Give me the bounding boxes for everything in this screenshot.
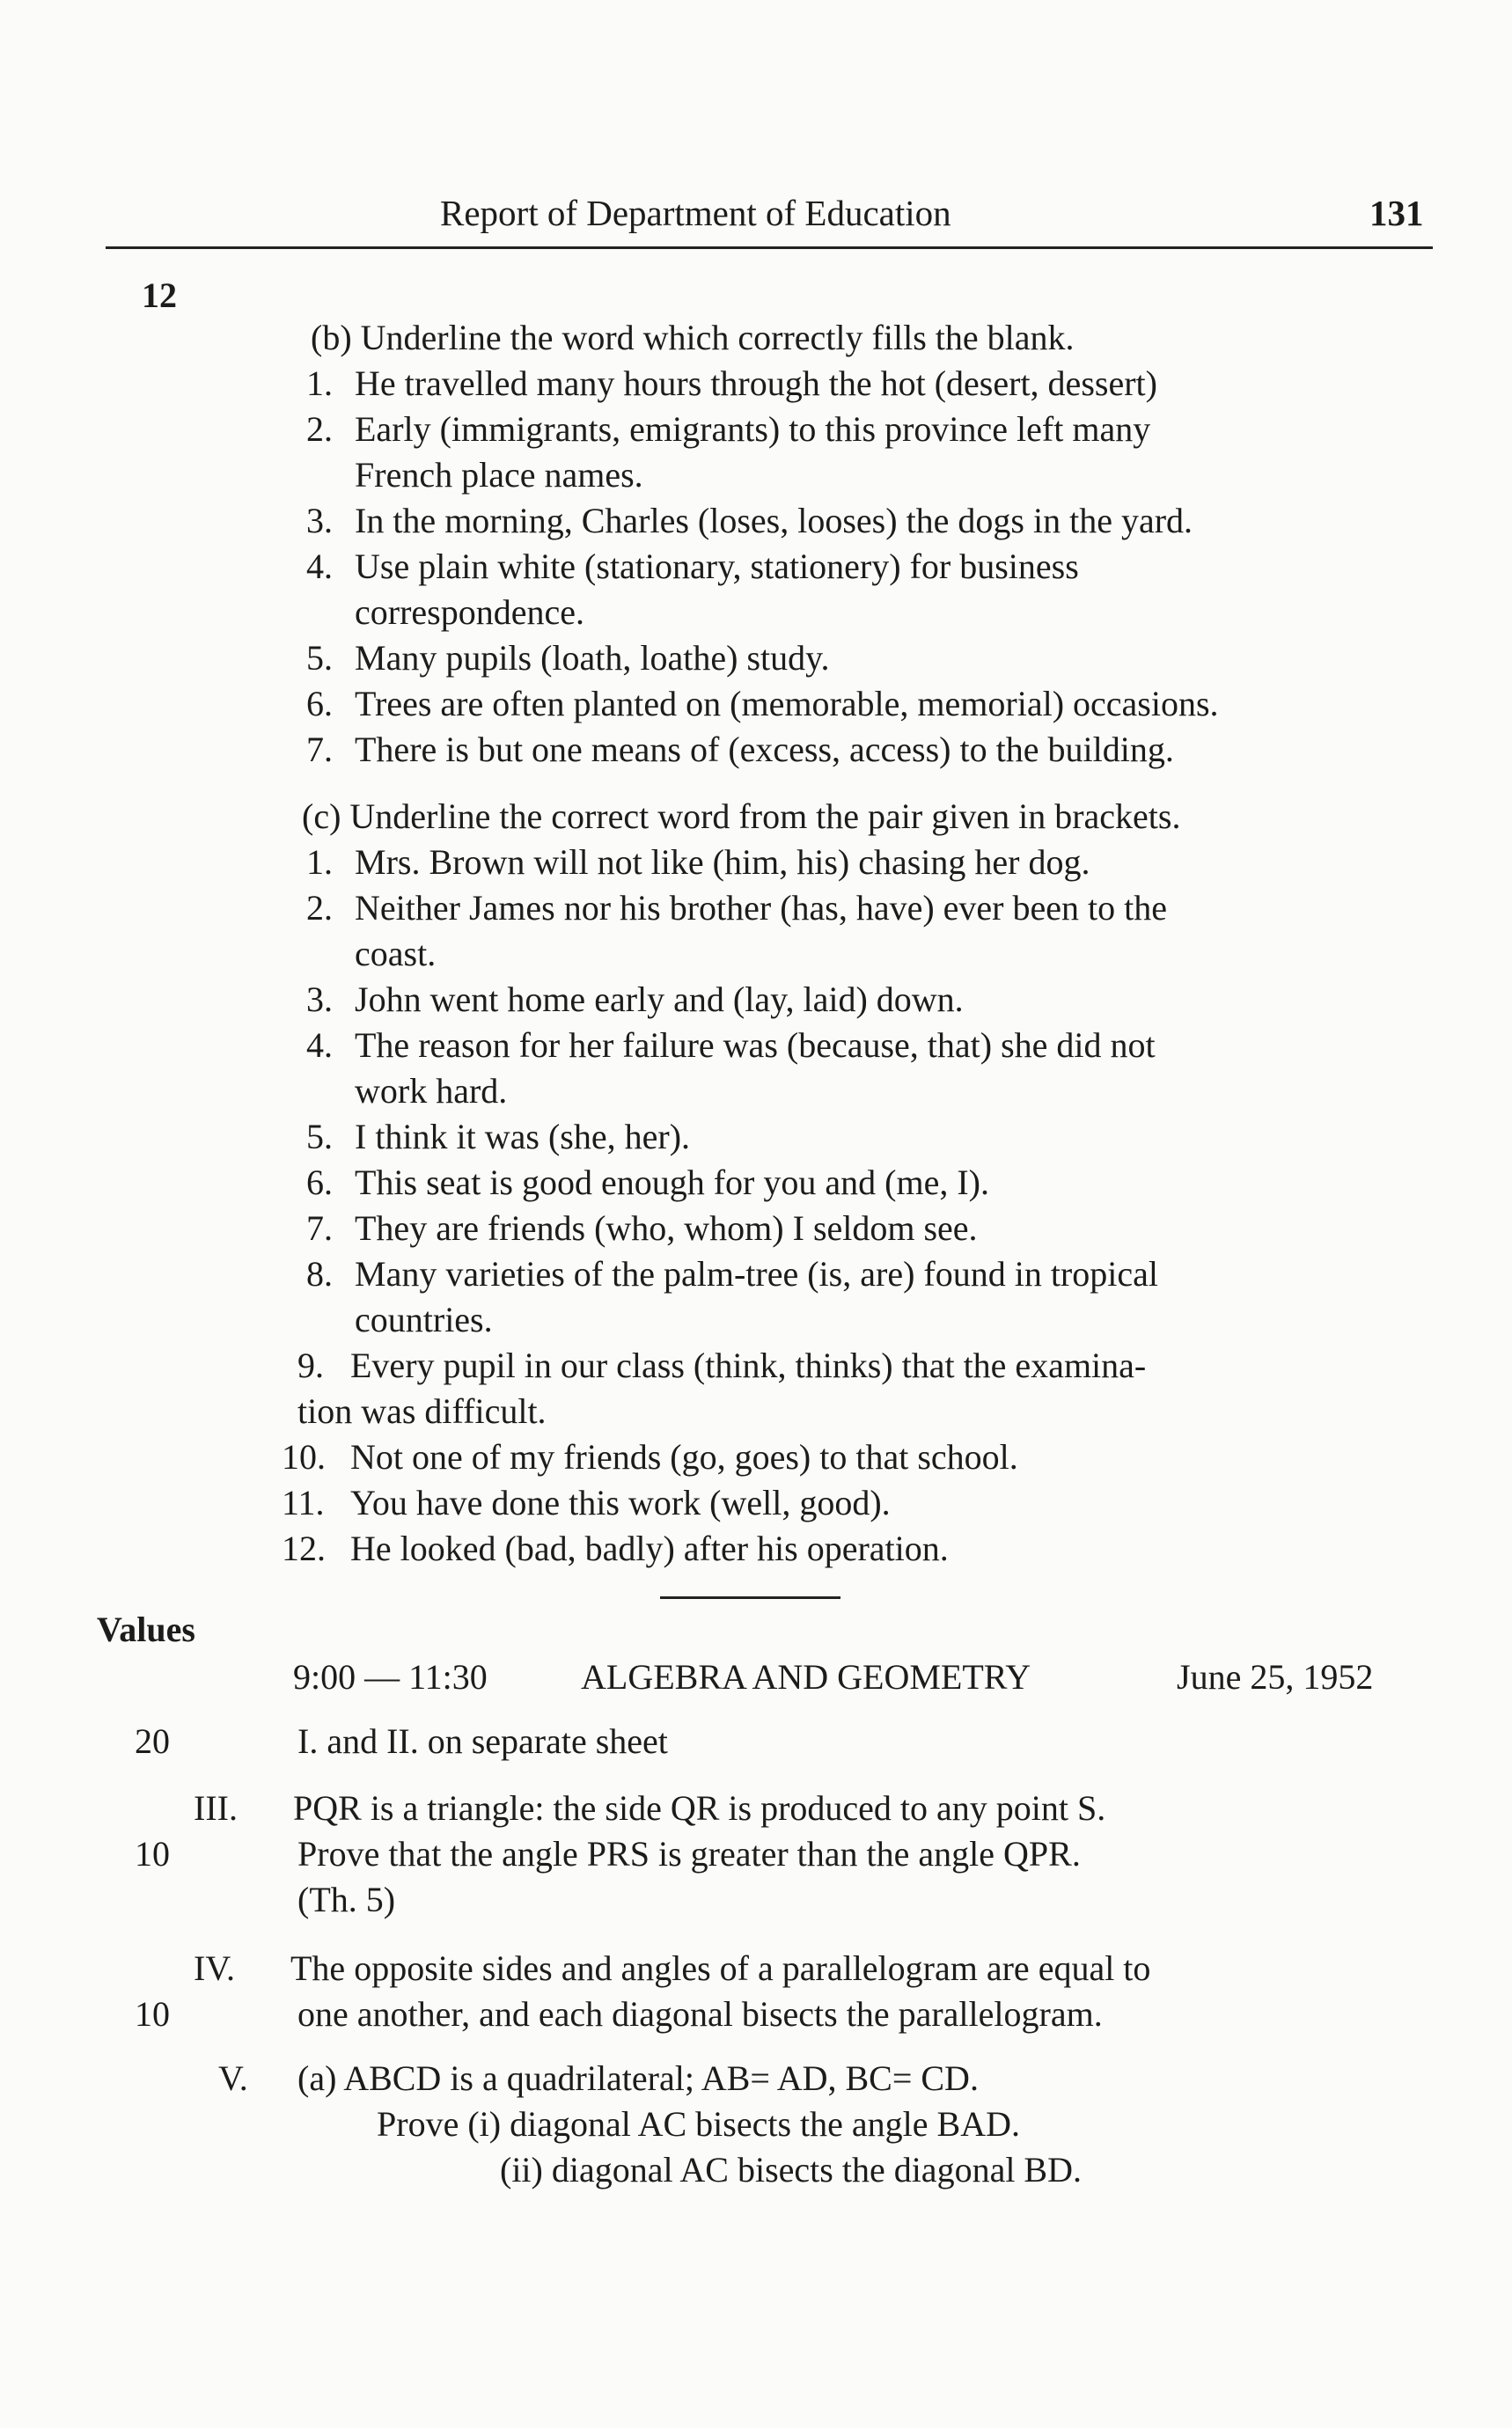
- part-c-instruction: (c) Underline the correct word from the pair given in brackets.: [302, 796, 1181, 836]
- list-item: Neither James nor his brother (has, have) ever been to the: [355, 888, 1167, 928]
- question-numeral: IV.: [194, 1948, 236, 1988]
- question-text: (Th. 5): [297, 1880, 396, 1919]
- question-text: (ii) diagonal AC bisects the diagonal BD.: [500, 2150, 1082, 2190]
- list-item: Mrs. Brown will not like (him, his) chasing her dog.: [355, 842, 1090, 882]
- list-item: You have done this work (well, good).: [350, 1483, 891, 1522]
- list-item: He looked (bad, badly) after his operation.: [350, 1529, 949, 1568]
- section-separator: [660, 1596, 840, 1599]
- list-item-continuation: correspondence.: [355, 592, 584, 632]
- list-number: 2.: [306, 409, 333, 449]
- question-value: 10: [135, 1834, 170, 1874]
- list-number: 7.: [306, 730, 333, 769]
- list-number: 5.: [306, 1117, 333, 1156]
- question-value: 10: [135, 1994, 170, 2034]
- question-text: PQR is a triangle: the side QR is produced to any point S.: [293, 1788, 1106, 1828]
- list-item: Many varieties of the palm-tree (is, are) found in tropical: [355, 1254, 1158, 1294]
- list-item: This seat is good enough for you and (me, I).: [355, 1163, 989, 1202]
- question-value: 20: [135, 1721, 170, 1761]
- list-item: Early (immigrants, emigrants) to this province left many: [355, 409, 1151, 449]
- question-text: I. and II. on separate sheet: [297, 1721, 668, 1761]
- values-label: Values: [97, 1610, 195, 1649]
- question-text: Prove (i) diagonal AC bisects the angle BAD.: [377, 2104, 1020, 2144]
- list-number: 7.: [306, 1208, 333, 1248]
- question-numeral: III.: [194, 1788, 238, 1828]
- list-item: There is but one means of (excess, access) to the building.: [355, 730, 1174, 769]
- question-text: Prove that the angle PRS is greater than the angle QPR.: [297, 1834, 1081, 1874]
- list-number: 1.: [306, 842, 333, 882]
- list-item: Trees are often planted on (memorable, memorial) occasions.: [355, 684, 1219, 723]
- question-text: (a) ABCD is a quadrilateral; AB= AD, BC= CD.: [297, 2058, 979, 2098]
- question-text: one another, and each diagonal bisects the parallelogram.: [297, 1994, 1103, 2034]
- list-item: Every pupil in our class (think, thinks) that the examina-: [350, 1346, 1147, 1385]
- list-item: The reason for her failure was (because, that) she did not: [355, 1025, 1156, 1065]
- question-text: The opposite sides and angles of a parallelogram are equal to: [290, 1948, 1151, 1988]
- list-item: John went home early and (lay, laid) down.: [355, 979, 964, 1019]
- list-item: Use plain white (stationary, stationery) for business: [355, 546, 1079, 586]
- running-header-title: Report of Department of Education: [440, 193, 951, 233]
- list-item: Not one of my friends (go, goes) to that school.: [350, 1437, 1018, 1477]
- page-number: 131: [1369, 193, 1424, 233]
- question-value: 12: [142, 275, 177, 315]
- list-item: I think it was (she, her).: [355, 1117, 691, 1156]
- exam-subject: ALGEBRA AND GEOMETRY: [581, 1657, 1031, 1697]
- list-number: 11.: [282, 1483, 325, 1522]
- list-item: In the morning, Charles (loses, looses) the dogs in the yard.: [355, 501, 1193, 540]
- list-item-continuation: countries.: [355, 1300, 493, 1339]
- exam-time: 9:00 — 11:30: [293, 1657, 488, 1697]
- list-number: 9.: [297, 1346, 324, 1385]
- list-number: 3.: [306, 501, 333, 540]
- list-number: 6.: [306, 684, 333, 723]
- header-rule: [106, 246, 1433, 249]
- list-item-continuation: tion was difficult.: [297, 1391, 547, 1431]
- list-item: They are friends (who, whom) I seldom see.: [355, 1208, 978, 1248]
- list-number: 3.: [306, 979, 333, 1019]
- list-number: 12.: [282, 1529, 326, 1568]
- list-item-continuation: work hard.: [355, 1071, 508, 1111]
- question-numeral: V.: [218, 2058, 248, 2098]
- list-item: He travelled many hours through the hot (desert, dessert): [355, 363, 1157, 403]
- exam-date: June 25, 1952: [1177, 1657, 1374, 1697]
- list-number: 2.: [306, 888, 333, 928]
- list-number: 4.: [306, 546, 333, 586]
- list-item-continuation: coast.: [355, 934, 437, 973]
- part-b-instruction: (b) Underline the word which correctly fills the blank.: [311, 318, 1075, 357]
- list-number: 1.: [306, 363, 333, 403]
- list-number: 5.: [306, 638, 333, 678]
- list-number: 10.: [282, 1437, 326, 1477]
- list-item: Many pupils (loath, loathe) study.: [355, 638, 830, 678]
- list-number: 6.: [306, 1163, 333, 1202]
- list-item-continuation: French place names.: [355, 455, 643, 495]
- list-number: 4.: [306, 1025, 333, 1065]
- list-number: 8.: [306, 1254, 333, 1294]
